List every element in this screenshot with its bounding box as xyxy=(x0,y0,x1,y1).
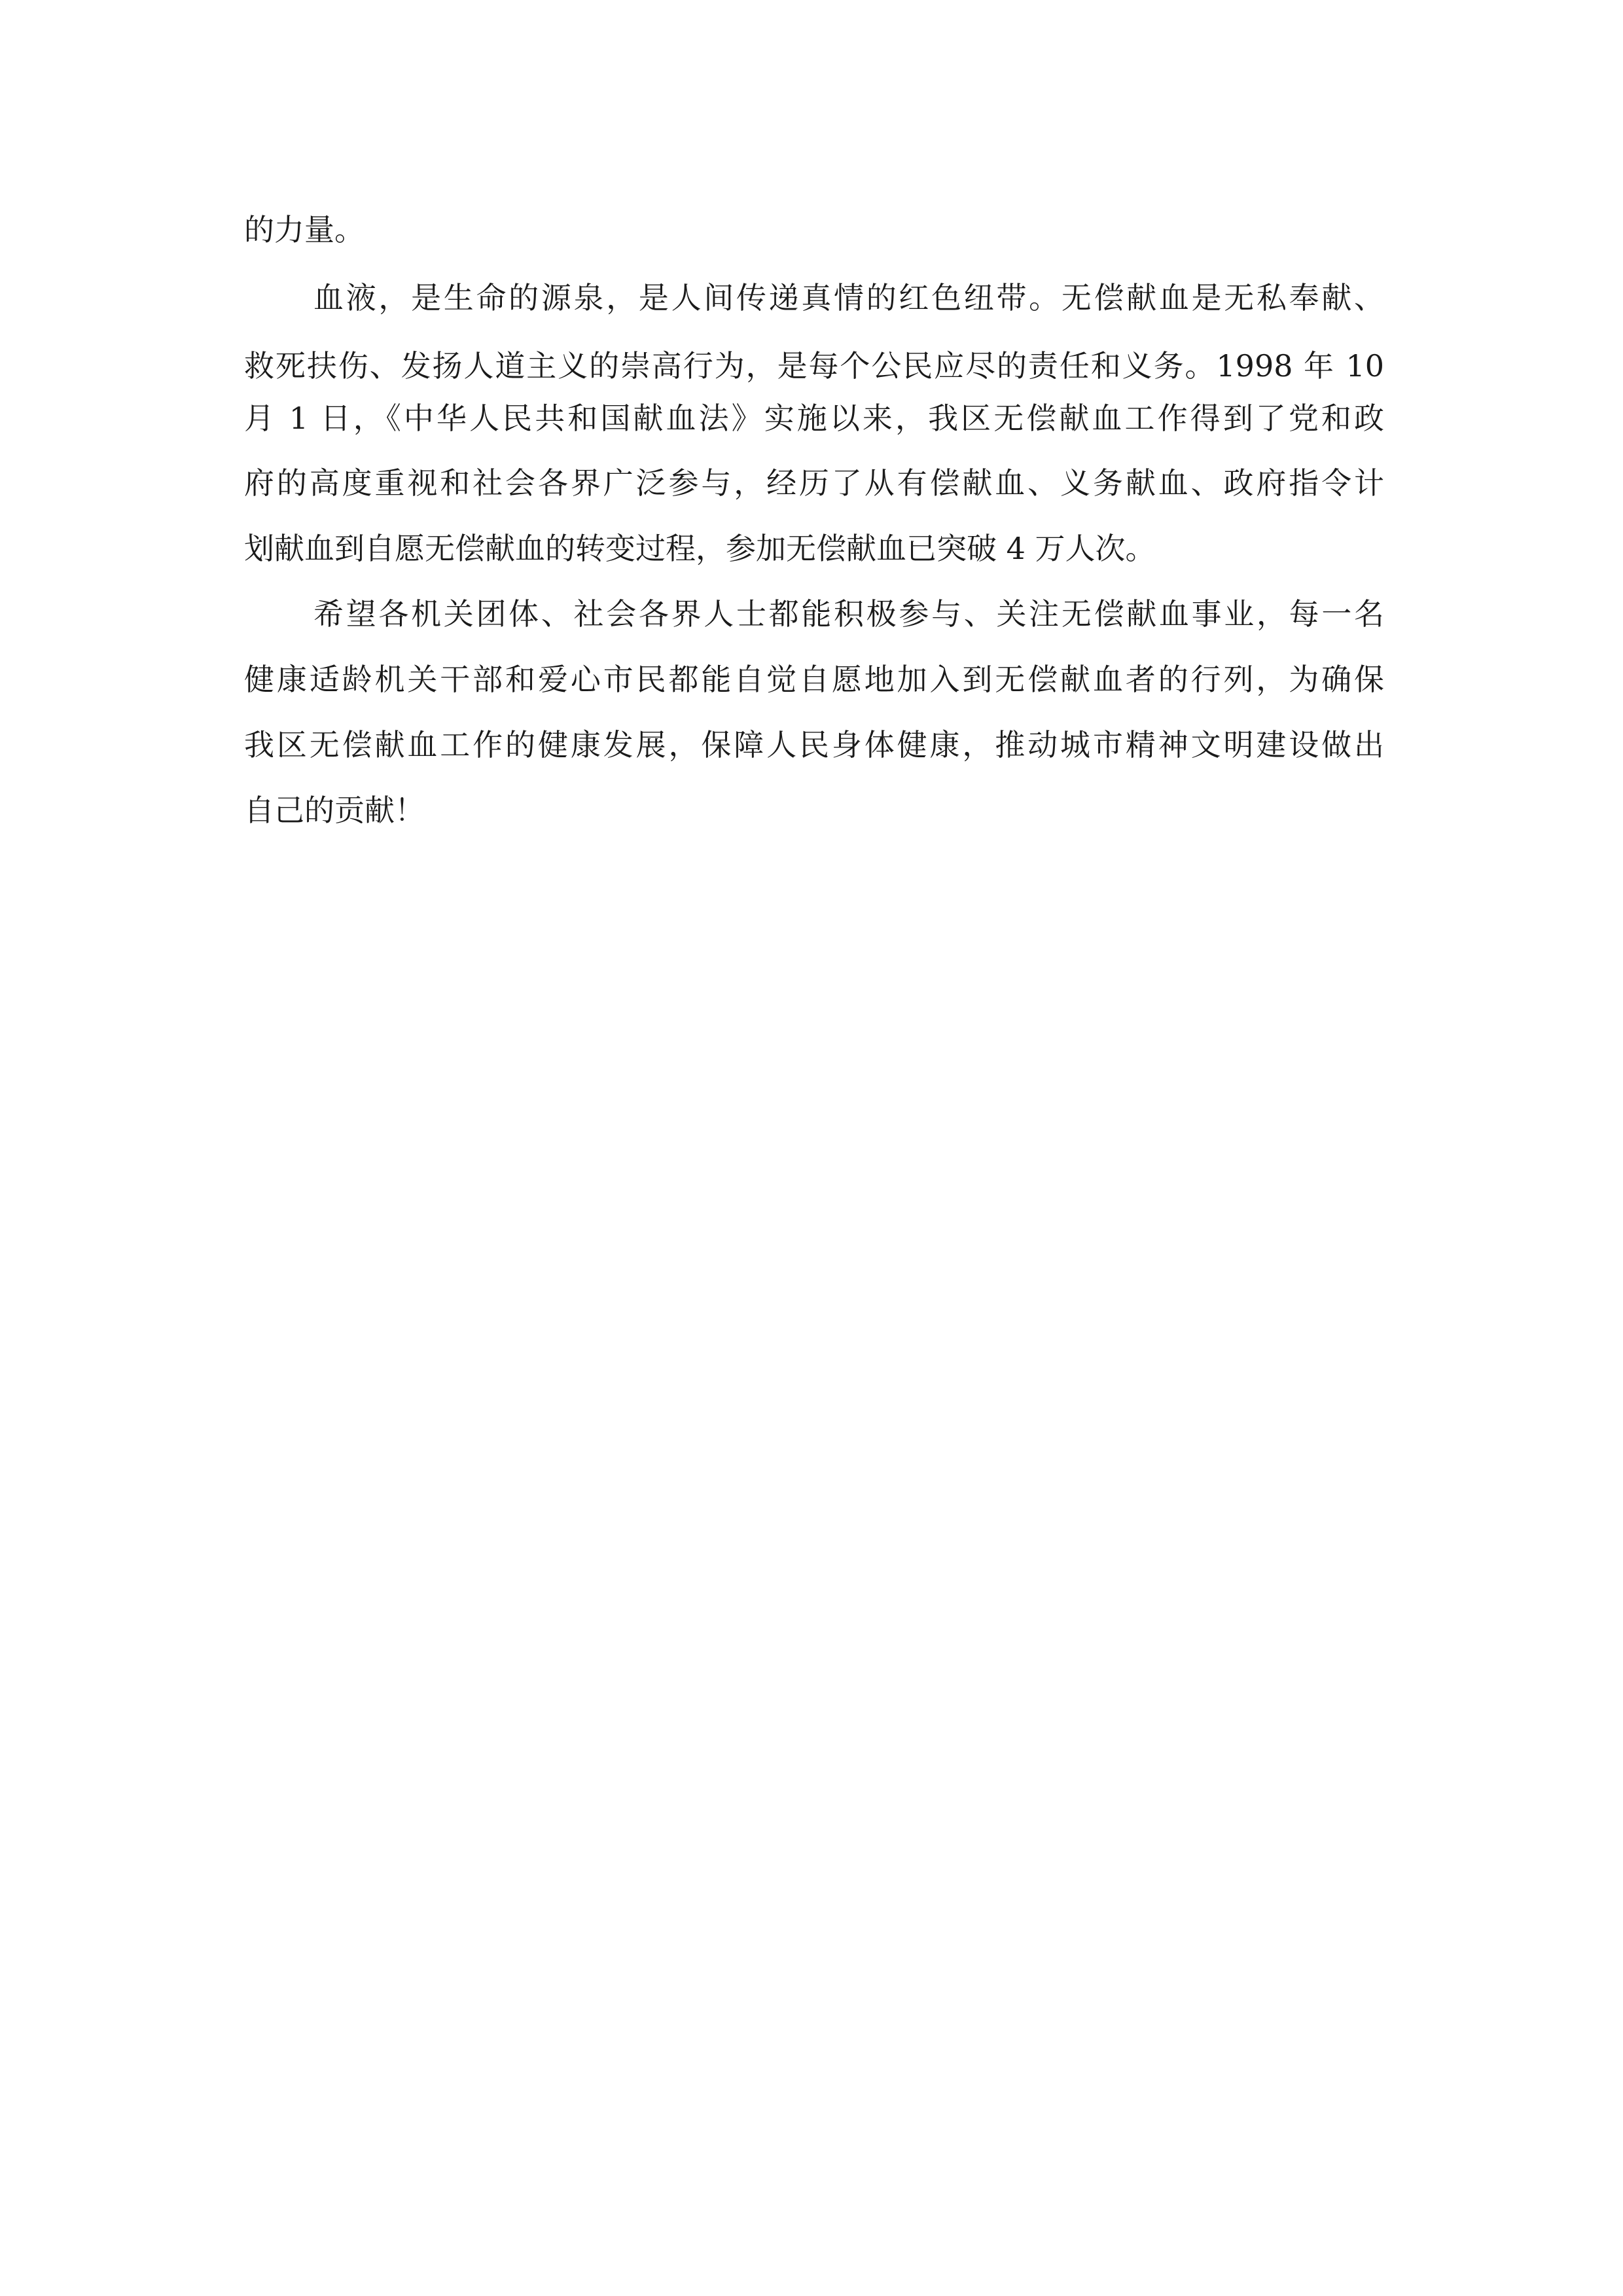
paragraph-1-line-1: 的力量。 xyxy=(244,212,365,247)
paragraph-2-line-4: 府的高度重视和社会各界广泛参与，经历了从有偿献血、义务献血、政府指令计 xyxy=(244,465,1384,501)
paragraph-2-line-1: 血液，是生命的源泉，是人间传递真情的红色纽带。无偿献血是无私奉献、 xyxy=(313,280,1384,315)
paragraph-3-line-3: 我区无偿献血工作的健康发展，保障人民身体健康，推动城市精神文明建设做出 xyxy=(244,727,1384,762)
paragraph-2-line-2: 救死扶伤、发扬人道主义的崇高行为，是每个公民应尽的责任和义务。1998 年 10 xyxy=(244,348,1384,384)
paragraph-2-line-3: 月 1 日，《中华人民共和国献血法》实施以来，我区无偿献血工作得到了党和政 xyxy=(244,401,1384,436)
paragraph-2-line-5: 划献血到自愿无偿献血的转变过程，参加无偿献血已突破 4 万人次。 xyxy=(244,531,1156,566)
paragraph-3-line-1: 希望各机关团体、社会各界人士都能积极参与、关注无偿献血事业，每一名 xyxy=(313,596,1384,632)
paragraph-3-line-2: 健康适龄机关干部和爱心市民都能自觉自愿地加入到无偿献血者的行列，为确保 xyxy=(244,662,1384,697)
paragraph-3-line-4: 自己的贡献！ xyxy=(244,793,425,828)
